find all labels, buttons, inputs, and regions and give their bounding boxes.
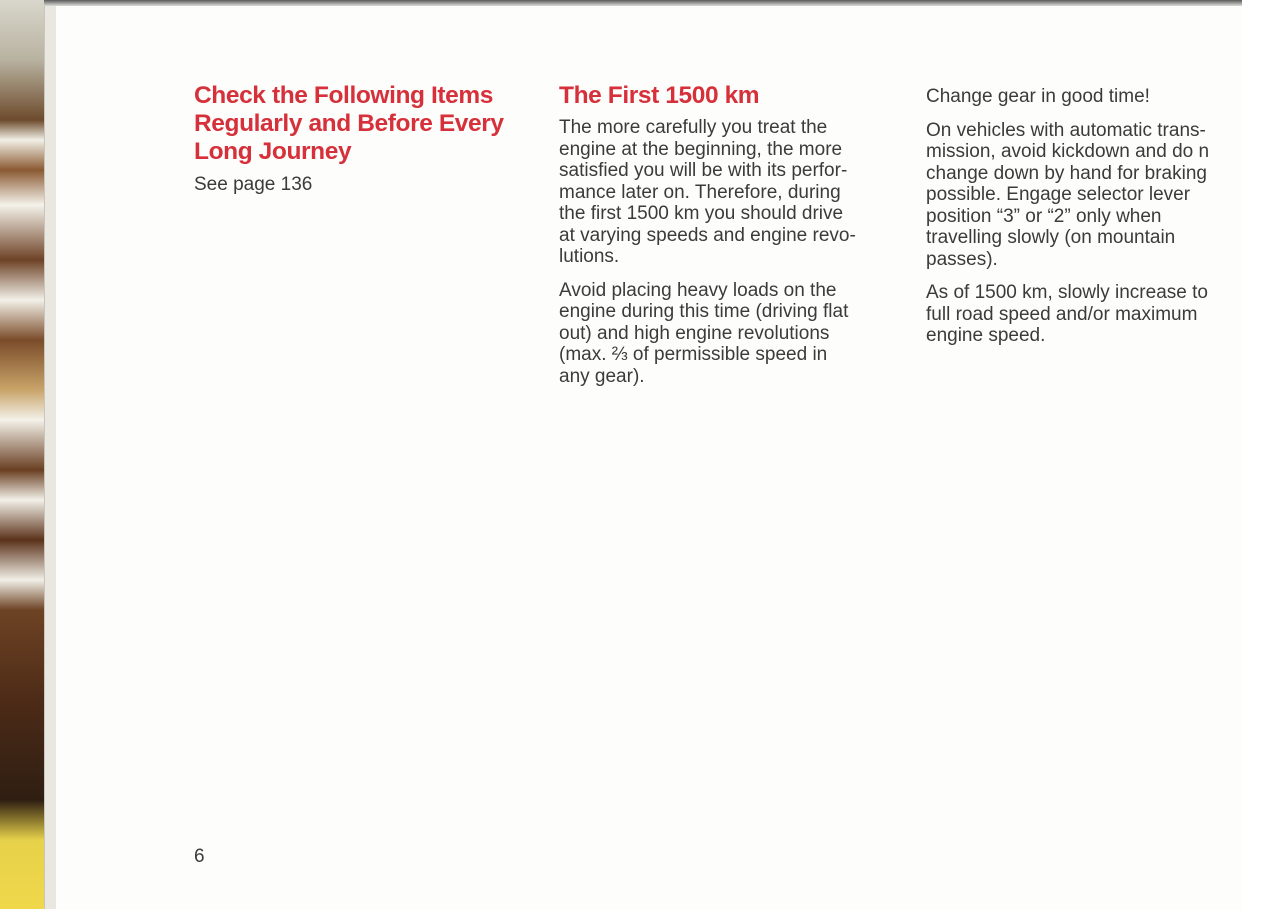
paragraph-automatic-transmission: On vehicles with automatic trans- mission, avoid kickdown and do n change down by hand for braking possible. Engage selector lever position “3” or “2” only when travelling slowly (on mountain passes). (926, 119, 1210, 270)
heading-check-items: Check the Following Items Regularly and Before Every Long Journey (194, 82, 504, 165)
right-margin (1242, 0, 1286, 909)
paragraph-increase-speed: As of 1500 km, slowly increase to full road speed and/or maximum engine speed. (926, 282, 1208, 346)
paragraph-change-gear: Change gear in good time! (926, 86, 1150, 107)
column-first-1500km (559, 82, 894, 399)
column-checks (194, 82, 539, 208)
page-number: 6 (194, 846, 205, 867)
heading-first-1500km: The First 1500 km (559, 82, 760, 109)
paragraph-avoid-heavy-loads: Avoid placing heavy loads on the engine during this time (driving flat out) and high engine revolutions (max. ⅔ of permissible speed in any gear). (559, 279, 849, 387)
column-gear-advice (926, 82, 1242, 359)
paragraph-careful-treatment: The more carefully you treat the engine at the beginning, the more satisfied you will be with its perfor- mance later on. Therefore, during the first 1500 km you should drive at varying speeds and engine revo- lutions. (559, 117, 856, 267)
see-page-reference: See page 136 (194, 174, 313, 195)
